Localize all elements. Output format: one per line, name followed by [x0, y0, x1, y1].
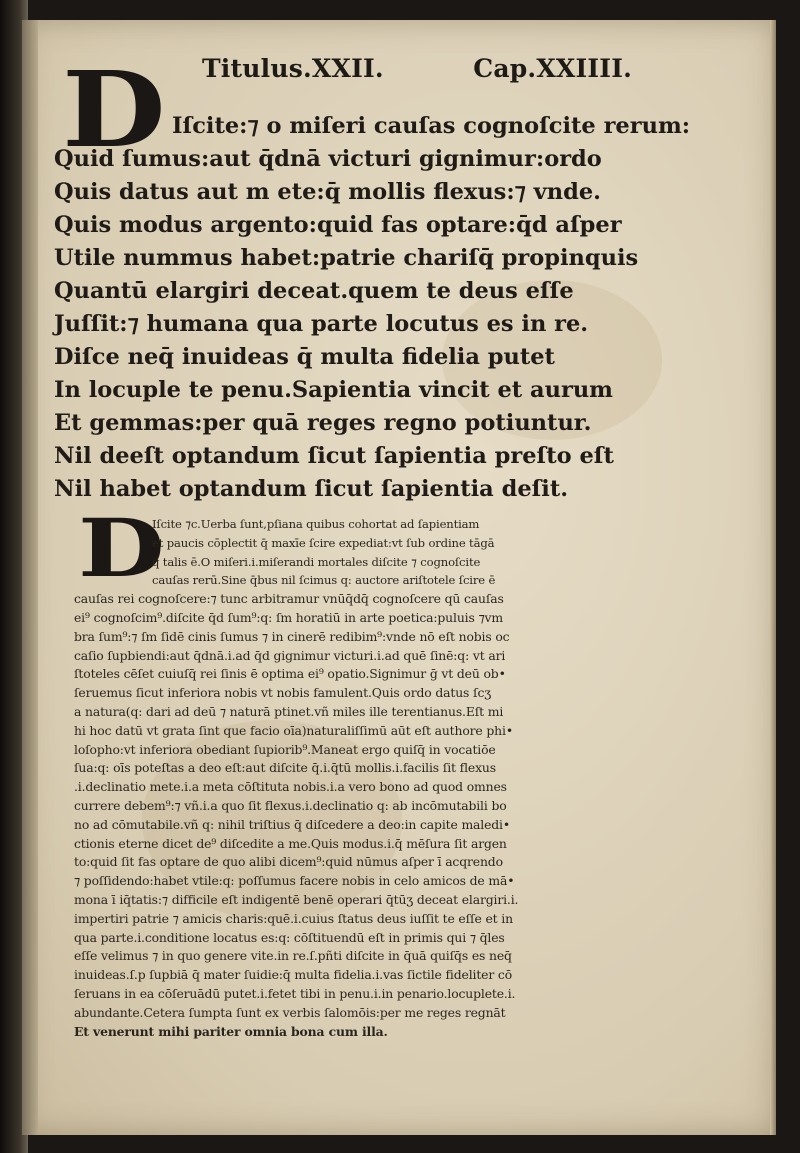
commentary-line: Et venerunt mihi pariter omnia bona cum illa.	[74, 1023, 388, 1039]
commentary-initial-d: D	[78, 501, 165, 595]
commentary-line: no ad cōmutabile.vñ q: nihil triſtius q̄ diſcedere a deo:in capite maledi•	[74, 816, 511, 832]
commentary-line: q̄ talis ē.O miſeri.i.miſerandi mortales diſcite ⁊ cognoſcite	[152, 554, 481, 569]
verse-line: Quis datus aut m ete:q̄ mollis flexus:⁊ vnde.	[54, 179, 601, 205]
verse-line: Quis modus argento:quid fas optare:q̄d aſper	[54, 212, 622, 238]
commentary-line: mona ī iq̄tatis:⁊ difficile eſt indigentē benē operari q̄tūʒ deceat elargiri.i.	[74, 891, 519, 907]
commentary-line: ctionis eterne dicet de⁹ diſcedite a me.Quis modus.i.q̄ mēſura ſit argen	[74, 835, 507, 851]
commentary-line: ſeruans in ea cōſeruādū putet.i.fetet tibi in penu.i.in penario.locuplete.i.	[74, 985, 516, 1001]
commentary-line: qua parte.i.conditione locatus es:q: cōſtituendū eſt in primis qui ⁊ q̄les	[74, 929, 505, 945]
commentary-line: et paucis cōplectit q̄ maxīe ſcire expediat:vt ſub ordine tāgā	[152, 535, 495, 550]
commentary-line: ⁊ poſſidendo:habet vtile:q: poſſumus facere nobis in celo amicos de mā•	[74, 873, 515, 889]
verse-line: Et gemmas:per quā reges regno potiuntur.	[54, 410, 592, 436]
commentary-line: bra ſum⁹:⁊ ſm ſidē cinis ſumus ⁊ in cinerē redibim⁹:vnde nō eſt nobis oc	[74, 628, 510, 644]
verse-line: Quantū elargiri deceat.quem te deus eſſe	[54, 278, 574, 304]
commentary-line: inuideas.ſ.p ſupbiā q̄ mater ſuidie:q̄ multa fidelia.i.vas ſictile fideliter cō	[74, 967, 513, 983]
initial-letter-d: D	[62, 48, 166, 171]
chapter-heading: Cap.XXIIII.	[473, 54, 632, 83]
page-gutter	[22, 20, 38, 1135]
commentary-line: ei⁹ cognoſcim⁹.diſcite q̄d ſum⁹:q: ſm horatiū in arte poetica:puluis ⁊vm	[74, 609, 503, 625]
verse-line: Diſce neq̄ inuideas q̄ multa fidelia putet	[54, 344, 555, 370]
commentary-text-block	[74, 515, 622, 1041]
commentary-line: impertiri patrie ⁊ amicis charis:quē.i.cuius ſtatus deus iuſſit te eſſe et in	[74, 910, 513, 926]
commentary-line: eſſe velimus ⁊ in quo genere vite.in re.ſ.pñti diſcite in q̄uā quiſq̄s es neq̄	[74, 948, 512, 964]
verse-line: Utile nummus habet:patrie chariſq̄ propinquis	[54, 245, 639, 271]
commentary-line: .i.declinatio mete.i.a meta cōſtituta nobis.i.a vero bono ad quod omnes	[74, 779, 507, 795]
page-edge	[770, 20, 776, 1135]
commentary-line: loſopho:vt inferiora obediant ſupiorib⁹.Maneat ergo quiſq̄ in vocatiōe	[74, 741, 496, 757]
commentary-line: Iſcite ⁊c.Uerba ſunt,pſiana quibus cohortat ad ſapientiam	[152, 517, 480, 531]
commentary-line: cauſas rerū.Sine q̄bus nil ſcimus q: auctore ariſtotele ſcire ē	[152, 573, 496, 588]
commentary-line: abundante.Cetera ſumpta ſunt ex verbis ſalomōis:per me reges regnāt	[74, 1004, 506, 1020]
commentary-line: ſua:q: oīs poteſtas a deo eſt:aut diſcite q̄.i.q̄tū mollis.i.facilis ſit flexus	[74, 760, 496, 776]
commentary-line: currere debem⁹:⁊ vñ.i.a quo ſit flexus.i.declinatio q: ab incōmutabili bo	[74, 797, 507, 813]
commentary-line: a natura(q: dari ad deū ⁊ naturā ptinet.vñ miles ille terentianus.Eſt mi	[74, 703, 504, 719]
commentary-line: ſeruemus ſicut inferiora nobis vt nobis famulent.Quis ordo datus ſcʒ	[74, 685, 492, 701]
commentary-line: caſio ſupbiendi:aut q̄dnā.i.ad q̄d gignimur victuri.i.ad quē ſinē:q: vt ari	[74, 647, 506, 663]
commentary-line: hi hoc datū vt grata ſint que facio oīa)naturaliſſimū aūt eſt authore phi•	[74, 722, 513, 738]
verse-text-block	[54, 110, 691, 506]
verse-line: Nil deeſt optandum ſicut ſapientia preſto eſt	[54, 443, 614, 469]
commentary-line: cauſas rei cognoſcere:⁊ tunc arbitramur vnūq̄dq̄ cognoſcere qū cauſas	[74, 591, 504, 607]
verse-line: Nil habet optandum ſicut ſapientia deſit.	[54, 476, 569, 502]
verse-line: Juſſit:⁊ humana qua parte locutus es in re.	[54, 311, 589, 337]
running-header	[202, 54, 632, 83]
verse-line: In locuple te penu.Sapientia vincit et aurum	[54, 377, 613, 403]
verse-line: Iſcite:⁊ o miſeri cauſas cognoſcite rerum:	[172, 113, 691, 139]
title-heading: Titulus.XXII.	[202, 54, 384, 83]
verse-line: Quid ſumus:aut q̄dnā victuri gignimur:ordo	[54, 146, 602, 172]
commentary-line: ſtoteles cēſet cuiuſq̄ rei ſinis ē optima ei⁹ opatio.Signimur ḡ vt deū ob•	[74, 666, 506, 682]
commentary-line: to:quid ſit fas optare de quo alibi dicem⁹:quid nūmus aſper ī acqrendo	[74, 854, 503, 870]
book-page	[22, 20, 776, 1135]
